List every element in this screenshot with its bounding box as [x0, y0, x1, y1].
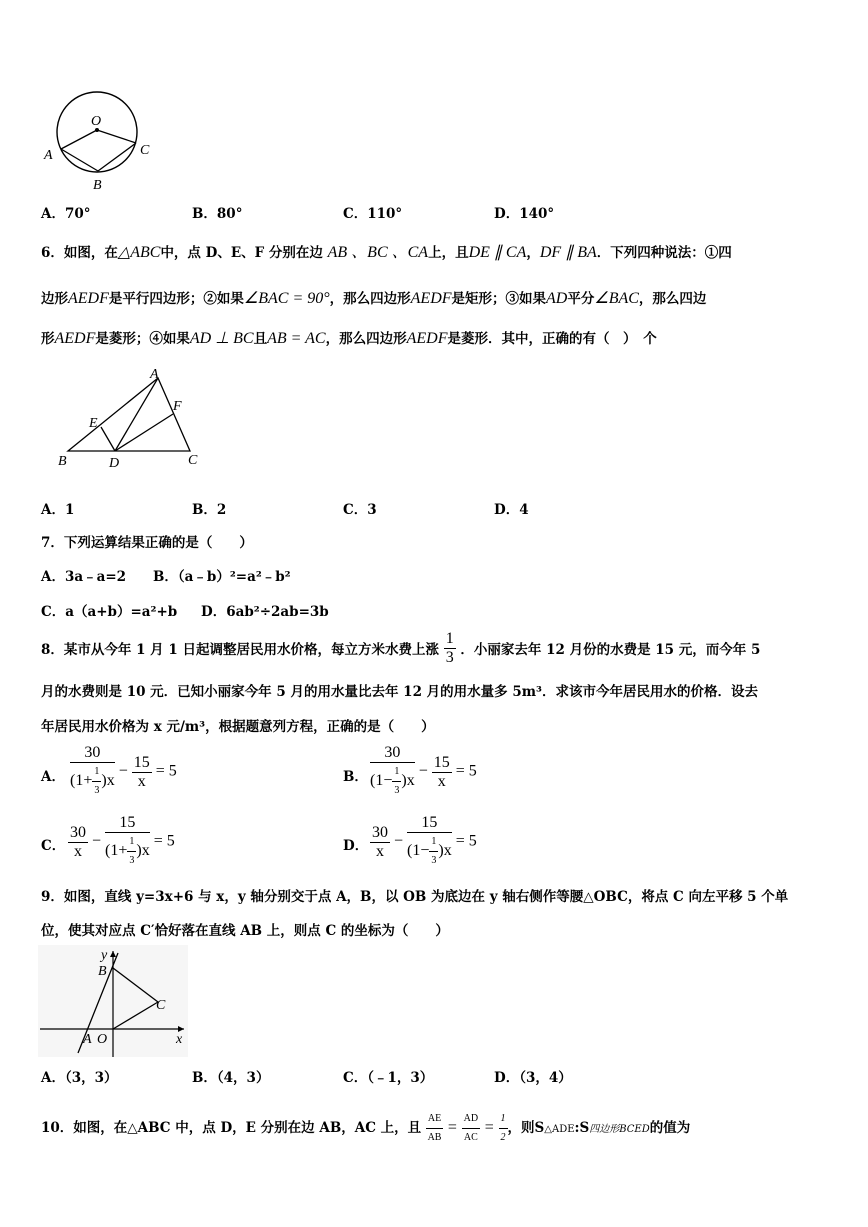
q5-label-o: O [91, 114, 102, 129]
q5-label-a: A [44, 148, 53, 163]
q6-text: 平分 [567, 291, 595, 307]
q5-option-a: A．70° [41, 206, 91, 222]
q9-option-a: A．（3，3） [41, 1070, 118, 1086]
q6-label-a: A [150, 367, 159, 382]
q8-line-1 [41, 630, 761, 667]
q8-option-d-equation: $\frac{30}{x}$ − 15 (1− $\frac{1}{3}$ )x = 5 [372, 814, 477, 866]
q9-label-o: O [97, 1032, 108, 1047]
q5-circle-figure [40, 86, 170, 196]
q6-text: 且 [253, 331, 268, 347]
q5-label-b: B [93, 178, 102, 193]
q6-label-c: C [188, 453, 198, 468]
q7-option-c: C．a（a+b）=a²+b [41, 604, 178, 620]
q6-perp: AD ⊥ BC [189, 330, 254, 347]
q6-text: 边形 [41, 291, 68, 307]
q6-text: 是平行四边形；②如果 [108, 291, 244, 307]
q9-label-a: A [83, 1032, 92, 1047]
q8-option-c-label: C． [41, 838, 66, 854]
q5-label-c: C [140, 143, 150, 158]
q6-text: ，那么四边 [638, 291, 707, 307]
q9-line-2: 位，使其对应点 C′恰好落在直线 AB 上，则点 C 的坐标为（ ） [41, 923, 449, 939]
q10-fraction-half: $\frac{1}{2}$ [499, 1110, 508, 1147]
q10-line-1: 10．如图，在△ABC 中，点 D，E 分别在边 AB，AC 上，且 $\frac{AE}{AB}$ = $\frac{AD}{AC}$ = $\frac{1}{2}$ ，则S△ADE:S四边形BCED的值为 [41, 1110, 690, 1147]
q8-line-3: 年居民用水价格为 x 元/m³，根据题意列方程，正确的是（ ） [41, 719, 435, 735]
q6-line-3 [41, 330, 657, 348]
q8-option-d-label: D． [343, 838, 369, 854]
q5-option-d: D．140° [494, 206, 555, 222]
q10-fraction-ad-ac: $\frac{AD}{AC}$ [462, 1110, 480, 1147]
q6-ab-ac: AB = AC [267, 330, 326, 347]
q6-label-d: D [109, 456, 120, 471]
q6-text: ①四 [704, 245, 732, 261]
q6-aedf: AEDF [406, 330, 448, 347]
q7-option-b: B．（a﹣b）²=a²﹣b² [153, 569, 291, 585]
q6-text: ，那么四边形 [329, 291, 411, 307]
q8-line-2: 月的水费则是 10 元．已知小丽家今年 5 月的用水量比去年 12 月的用水量多 5m³．求该市今年居民用水的价格．设去 [41, 684, 758, 700]
q8-fraction-one-third: $\frac{1}{3}$ [445, 630, 454, 666]
q6-option-a: A．1 [41, 502, 75, 518]
q6-text: 是菱形．其中，正确的有（ ） 个 [447, 331, 657, 347]
q9-label-y: y [101, 948, 108, 963]
q9-label-c: C [156, 998, 166, 1013]
q6-option-b: B．2 [192, 502, 227, 518]
q7-option-a: A．3a﹣a=2 [41, 569, 127, 585]
q6-triangle-figure [50, 364, 220, 474]
q6-line-1: 6．如图，在△ABC中，点 D、E、F 分别在边 AB 、BC 、CA上，且DE ∥ CA，DF ∥ BA．下列四种说法：①四 [41, 244, 732, 261]
q8-text: ．小丽家去年 12 月份的水费是 15 元，而今年 5 [460, 642, 761, 658]
q6-text: 上，且 [428, 245, 469, 261]
q6-label-f: F [173, 399, 182, 414]
q9-line-1: 9．如图，直线 y=3x+6 与 x，y 轴分别交于点 A，B，以 OB 为底边在 y 轴右侧作等腰△OBC，将点 C 向左平移 5 个单 [41, 889, 789, 905]
q6-aedf: AEDF [410, 290, 452, 307]
q6-option-d: D．4 [494, 502, 529, 518]
q6-ad: AD [546, 290, 568, 307]
q6-aedf: AEDF [68, 290, 109, 307]
q9-coordinate-figure [38, 945, 198, 1060]
q6-edges: AB 、BC 、CA [327, 244, 429, 261]
q7-stem: 7．下列运算结果正确的是（ ） [41, 535, 253, 551]
q9-option-d: D．（3，4） [494, 1070, 572, 1086]
q8-option-a-equation: 30 (1+ $\frac{1}{3}$ )x − $\frac{15}{x}$ = 5 [70, 744, 177, 796]
q9-option-b: B．（4，3） [192, 1070, 270, 1086]
q8-option-a-label: A． [41, 769, 65, 785]
q6-triangle: △ABC [117, 244, 161, 261]
q6-text: 形 [41, 331, 55, 347]
q6-label-b: B [58, 454, 67, 469]
q8-text: 8．某市从今年 1 月 1 日起调整居民用水价格，每立方米水费上涨 [41, 642, 439, 658]
q6-text: ．下列四种说法： [596, 245, 705, 261]
q6-option-c: C．3 [343, 502, 377, 518]
q9-label-x: x [176, 1032, 183, 1047]
q6-angle-90: ∠BAC = 90° [243, 290, 330, 307]
q6-text: ，那么四边形 [325, 331, 407, 347]
q6-text: 6．如图，在 [41, 245, 118, 261]
q5-option-b: B．80° [192, 206, 243, 222]
q7-option-d: D．6ab²÷2ab=3b [201, 604, 329, 620]
q9-option-c: C．（﹣1，3） [343, 1070, 434, 1086]
q9-label-b: B [98, 964, 107, 979]
q6-line-2 [41, 290, 706, 308]
q8-option-c-equation: $\frac{30}{x}$ − 15 (1+ $\frac{1}{3}$ )x = 5 [70, 814, 175, 866]
q6-aedf: AEDF [54, 330, 96, 347]
q10-text: 10．如图，在△ABC 中，点 D，E 分别在边 AB，AC 上，且 [41, 1120, 422, 1136]
q6-cond-2: DF ∥ BA [539, 244, 597, 261]
q6-text: 中，点 D、E、F 分别在边 [160, 245, 323, 261]
q8-option-b-equation: 30 (1− $\frac{1}{3}$ )x − $\frac{15}{x}$ = 5 [370, 744, 477, 796]
q6-text: 是菱形；④如果 [95, 331, 190, 347]
q6-text: 是矩形；③如果 [451, 291, 547, 307]
q5-option-c: C．110° [343, 206, 403, 222]
q10-fraction-ae-ab: $\frac{AE}{AB}$ [426, 1110, 443, 1147]
q6-bac: ∠BAC [594, 290, 639, 307]
q6-label-e: E [89, 416, 98, 431]
q6-cond-1: DE ∥ CA [468, 244, 527, 261]
q8-option-b-label: B． [343, 769, 368, 785]
